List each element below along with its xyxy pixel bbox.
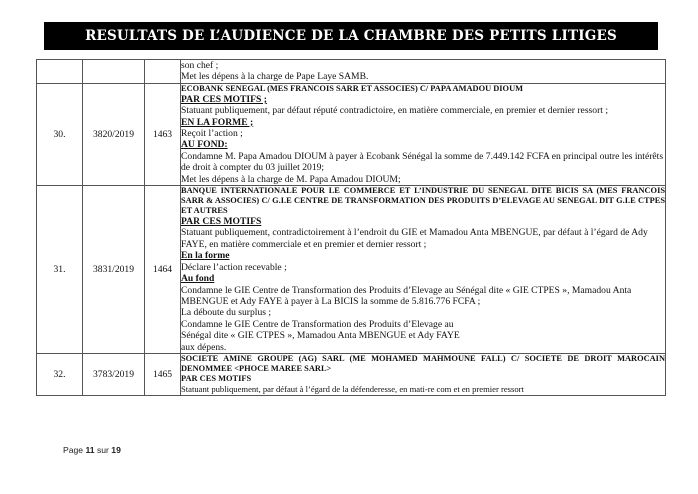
ruling-text-line: Statuant publiquement, par défaut à l’égard de la défenderesse, en mati-re com et en premier ressort	[181, 383, 524, 394]
section-heading: En la forme	[181, 250, 230, 262]
case-number-cell	[37, 60, 83, 84]
table-row	[37, 353, 666, 395]
ruling-text-line: son chef ;	[181, 60, 219, 71]
ruling-text-line: Sénégal dite « GIE CTPES », Mamadou Anta MBENGUE et Ady FAYE	[181, 330, 460, 342]
parties-heading: PAR CES MOTIFS	[181, 373, 252, 383]
section-heading: EN LA FORME ;	[181, 116, 254, 128]
judgment-number-cell: 1465	[145, 353, 181, 395]
docket-number-cell	[83, 60, 145, 84]
judgment-number-cell: 1463	[145, 83, 181, 185]
table-row	[37, 83, 666, 185]
ruling-text-line: Condamne le GIE Centre de Transformation des Produits d’Elevage au Sénégal dite « GIE CTPES », Mamadou Anta MBENGUE et Ady FAYE à payer à La BICIS la somme de 5.816.776 FCFA ;	[181, 284, 632, 307]
ruling-cell	[181, 353, 666, 395]
case-number-cell: 31.	[37, 186, 83, 354]
parties-heading: SOCIETE AMINE GROUPE (AG) SARL (ME MOHAMED MAHMOUNE FALL) C/ SOCIETE DE DROIT MAROCAIN DENOMMEE <PHOCE MAREE SARL>	[181, 353, 665, 373]
ruling-cell	[181, 83, 666, 185]
ruling-text-line: Statuant publiquement, contradictoirement à l’endroit du GIE et Mamadou Anta MBENGUE, par défaut à l’égard de Ady FAYE, en matière commerciale et en premier et dernier ressort ;	[181, 227, 648, 250]
results-table-body	[37, 60, 666, 396]
footer-page-total: 19	[111, 445, 121, 455]
docket-number-cell: 3783/2019	[83, 353, 145, 395]
ruling-cell	[181, 60, 666, 84]
case-number-cell: 30.	[37, 83, 83, 185]
ruling-cell	[181, 186, 666, 354]
judgment-number-cell: 1464	[145, 186, 181, 354]
ruling-text-line: La déboute du surplus ;	[181, 307, 272, 319]
parties-heading: BANQUE INTERNATIONALE POUR LE COMMERCE ET L’INDUSTRIE DU SENEGAL DITE BICIS SA (MES FRANCOIS SARR & ASSOCIES) C/ G.I.E CENTRE DE TRANSFORMATION DES PRODUITS D’ELEVAGE AU SENEGAL DIT G.I.E CTPES ET AUTRES	[181, 186, 665, 216]
parties-heading: ECOBANK SENEGAL (MES FRANCOIS SARR ET ASSOCIES) C/ PAPA AMADOU DIOUM	[181, 83, 524, 93]
ruling-text-line: Met les dépens à la charge de M. Papa Amadou DIOUM;	[181, 173, 401, 185]
ruling-text-line: Condamne M. Papa Amadou DIOUM à payer à Ecobank Sénégal la somme de 7.449.142 FCFA en principal outre les intérêts de droit à compter du 03 juillet 2019;	[181, 150, 664, 174]
results-table	[36, 59, 666, 396]
page-footer	[63, 445, 121, 455]
ruling-text-line: Statuant publiquement, par défaut réputé contradictoire, en matière commerciale, en premier et dernier ressort ;	[181, 105, 609, 117]
ruling-text-line: aux dépens.	[181, 341, 227, 353]
section-heading: Au fond	[181, 273, 215, 285]
docket-number-cell: 3820/2019	[83, 83, 145, 185]
table-row	[37, 60, 666, 84]
section-heading: AU FOND:	[181, 139, 228, 151]
footer-prefix: Page	[63, 445, 84, 455]
ruling-text-line: Condamne le GIE Centre de Transformation des Produits d’Elevage au	[181, 318, 454, 330]
ruling-text-line: Met les dépens à la charge de Pape Laye SAMB.	[181, 71, 369, 83]
ruling-text-line: Reçoit l’action ;	[181, 128, 243, 140]
ruling-text-line: Déclare l’action recevable ;	[181, 261, 287, 273]
section-heading: PAR CES MOTIFS ;	[181, 93, 267, 105]
footer-separator: sur	[96, 445, 109, 455]
judgment-number-cell	[145, 60, 181, 84]
banner-title: RESULTATS DE L’AUDIENCE DE LA CHAMBRE DES PETITS LITIGES	[85, 28, 617, 44]
docket-number-cell: 3831/2019	[83, 186, 145, 354]
table-row	[37, 186, 666, 354]
page-banner	[44, 22, 658, 50]
footer-page-number: 11	[85, 445, 95, 455]
section-heading: PAR CES MOTIFS	[181, 216, 262, 228]
case-number-cell: 32.	[37, 353, 83, 395]
